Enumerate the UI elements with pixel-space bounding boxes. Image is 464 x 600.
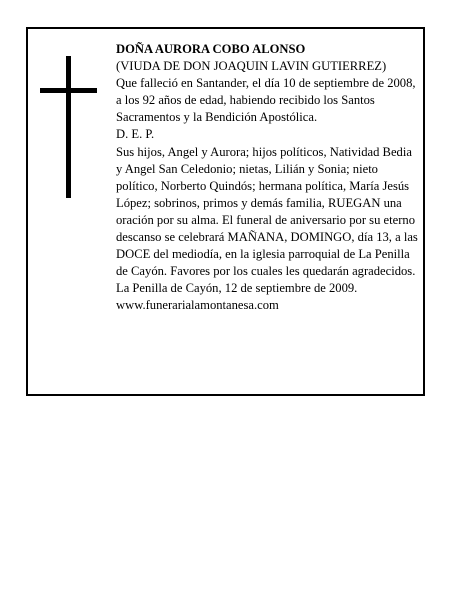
deceased-name: DOÑA AURORA COBO ALONSO xyxy=(116,42,306,56)
funeral-home-website: www.funerarialamontanesa.com xyxy=(116,298,279,313)
cross-vertical-bar xyxy=(66,56,71,198)
widow-of-line: (VIUDA DE DON JOAQUIN LAVIN GUTIERREZ) xyxy=(116,59,387,74)
family-announcement: Sus hijos, Angel y Aurora; hijos políticos, Natividad Bedia y Angel San Celedonio; nietas, Lilián y Sonia; nieto político, Norberto Quindós; hermana política, María Jesús López; sobrinos, primos y demás familia, RUEGAN una oración por su alma. El funeral de aniversario por su eterno descanso se celebrará MAÑANA, DOMINGO, día 13, a las DOCE del mediodía, en la iglesia parroquial de La Penilla de Cayón. Favores por los cuales les quedarán agradecidos. xyxy=(116,144,418,279)
cross-icon xyxy=(40,56,97,198)
dep-line: D. E. P. xyxy=(116,127,155,142)
death-details: Que falleció en Santander, el día 10 de septiembre de 2008, a los 92 años de edad, habiendo recibido los Santos Sacramentos y la Bendición Apostólica. xyxy=(116,76,416,125)
place-and-date: La Penilla de Cayón, 12 de septiembre de 2009. xyxy=(116,281,358,296)
notice-text xyxy=(116,41,421,315)
cross-horizontal-bar xyxy=(40,88,97,93)
obituary-notice xyxy=(26,27,425,396)
